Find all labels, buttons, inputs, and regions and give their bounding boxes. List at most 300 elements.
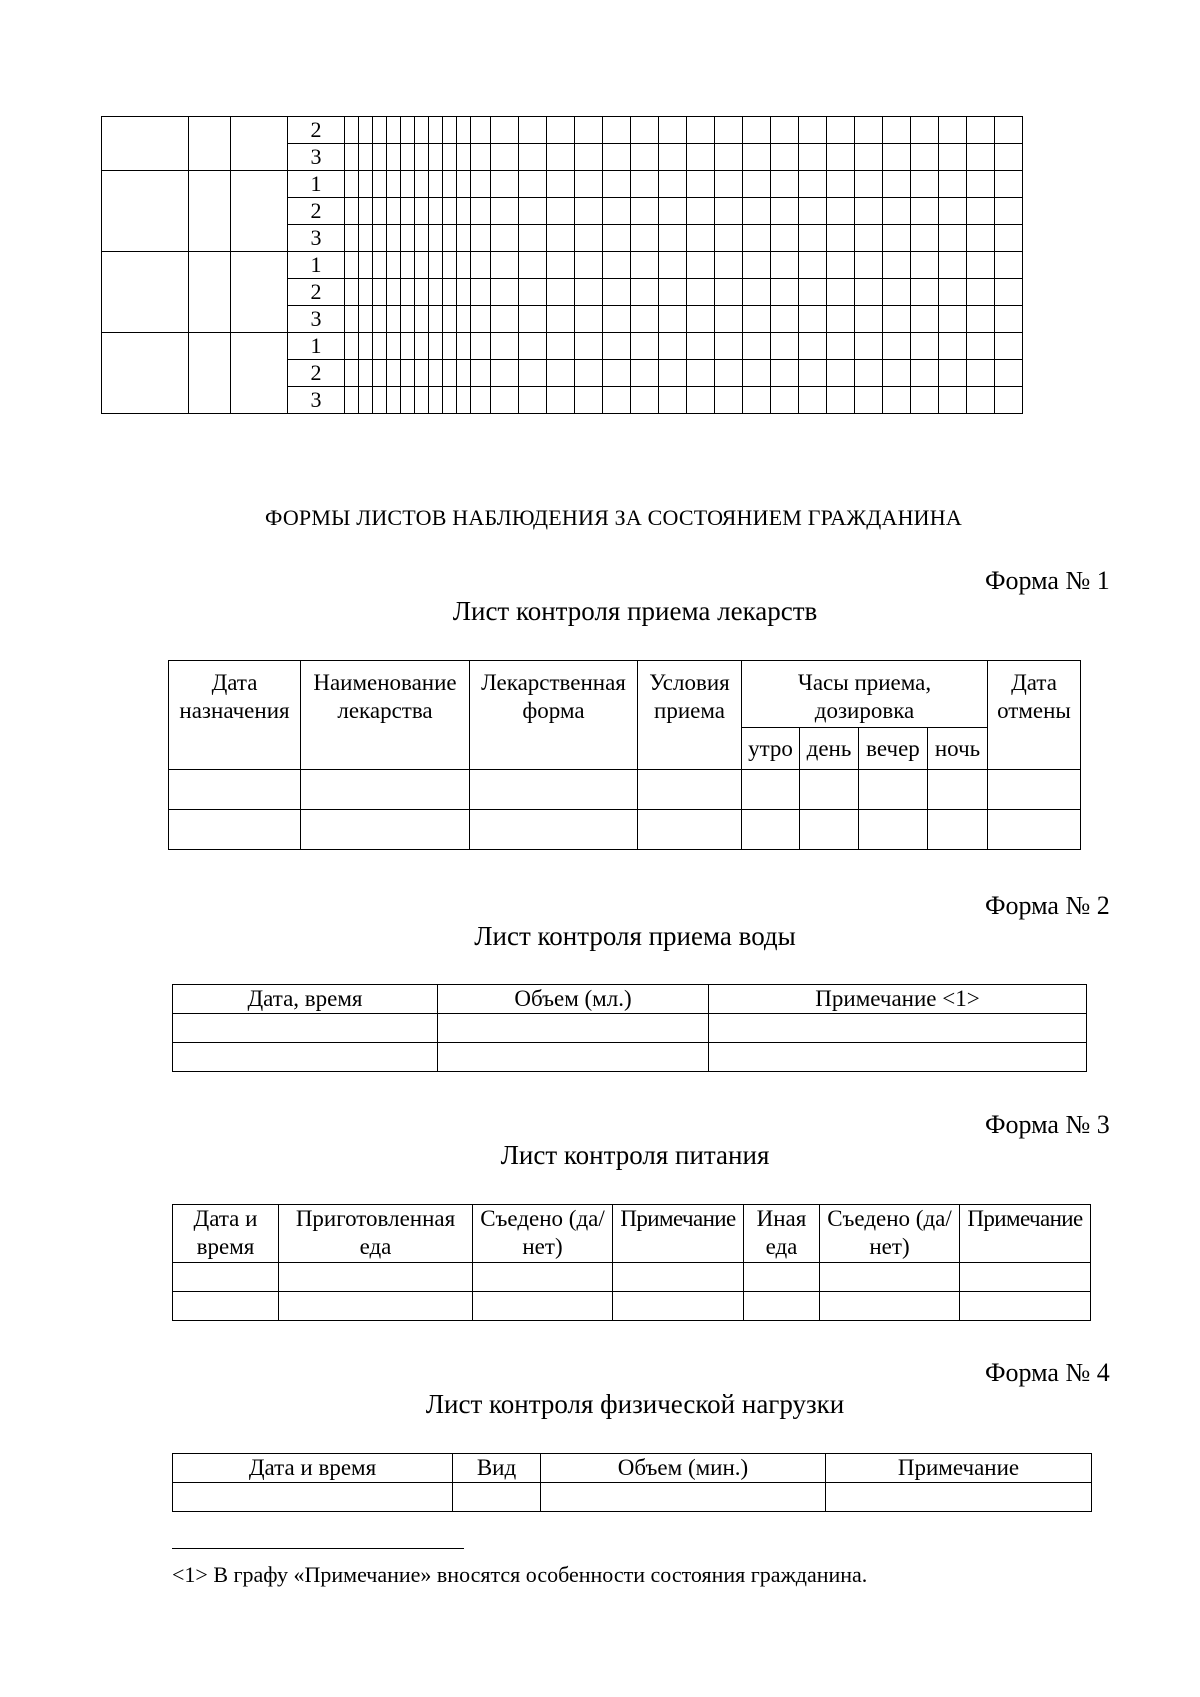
grid-cell (715, 252, 743, 279)
grid-cell (995, 360, 1023, 387)
grid-cell (547, 360, 575, 387)
grid-cell (401, 171, 415, 198)
grid-cell (491, 252, 519, 279)
grid-cell (995, 225, 1023, 252)
grid-cell (939, 306, 967, 333)
grid-group-cell (189, 171, 231, 252)
grid-row-number: 2 (288, 360, 345, 387)
grid-cell (471, 144, 491, 171)
grid-cell (491, 198, 519, 225)
grid-cell (429, 252, 443, 279)
grid-cell (415, 144, 429, 171)
form1-title: Лист контроля приема лекарств (452, 596, 818, 626)
grid-cell (429, 117, 443, 144)
form1-empty-row (169, 770, 1081, 810)
grid-cell (415, 117, 429, 144)
grid-cell (995, 387, 1023, 414)
grid-cell (401, 333, 415, 360)
grid-cell (471, 360, 491, 387)
grid-cell (995, 333, 1023, 360)
grid-cell (387, 360, 401, 387)
grid-cell (415, 306, 429, 333)
grid-cell (631, 387, 659, 414)
grid-cell (939, 225, 967, 252)
grid-cell (771, 252, 799, 279)
grid-cell (967, 225, 995, 252)
grid-cell (659, 225, 687, 252)
grid-cell (373, 171, 387, 198)
grid-cell (443, 225, 457, 252)
grid-cell (911, 252, 939, 279)
grid-cell (715, 198, 743, 225)
form3-empty-row (173, 1263, 1091, 1292)
grid-cell (519, 387, 547, 414)
grid-cell (631, 117, 659, 144)
grid-cell (471, 306, 491, 333)
grid-cell (855, 225, 883, 252)
grid-cell (387, 306, 401, 333)
grid-cell (883, 252, 911, 279)
grid-cell (457, 279, 471, 306)
grid-row-number: 1 (288, 171, 345, 198)
grid-cell (401, 360, 415, 387)
grid-cell (443, 171, 457, 198)
grid-cell (359, 333, 373, 360)
grid-cell (359, 387, 373, 414)
grid-cell (715, 144, 743, 171)
grid-row-number: 3 (288, 225, 345, 252)
grid-cell (771, 225, 799, 252)
grid-cell (603, 279, 631, 306)
form4-empty-row (173, 1483, 1092, 1512)
grid-cell (345, 198, 359, 225)
grid-cell (415, 171, 429, 198)
grid-cell (457, 360, 471, 387)
grid-cell (491, 306, 519, 333)
grid-cell (855, 252, 883, 279)
grid-cell (603, 252, 631, 279)
grid-cell (659, 279, 687, 306)
grid-cell (547, 387, 575, 414)
grid-cell (429, 306, 443, 333)
grid-cell (799, 225, 827, 252)
grid-cell (457, 198, 471, 225)
grid-cell (603, 198, 631, 225)
grid-group-cell (231, 333, 288, 414)
grid-cell (491, 171, 519, 198)
grid-cell (799, 306, 827, 333)
grid-cell (743, 333, 771, 360)
grid-cell (575, 144, 603, 171)
grid-cell (995, 117, 1023, 144)
grid-cell (603, 144, 631, 171)
grid-cell (345, 306, 359, 333)
grid-cell (519, 198, 547, 225)
grid-cell (995, 171, 1023, 198)
grid-cell (715, 360, 743, 387)
form3-table (172, 1204, 1091, 1321)
form2-col-datetime: Дата, время (173, 985, 438, 1014)
form4-title: Лист контроля физической нагрузки (425, 1389, 845, 1419)
grid-cell (855, 333, 883, 360)
grid-row-number: 3 (288, 387, 345, 414)
grid-row-number: 3 (288, 144, 345, 171)
grid-cell (883, 171, 911, 198)
grid-cell (491, 279, 519, 306)
grid-cell (443, 198, 457, 225)
section-heading: ФОРМЫ ЛИСТОВ НАБЛЮДЕНИЯ ЗА СОСТОЯНИЕМ ГРАЖДАНИНА (265, 505, 962, 530)
grid-cell (631, 279, 659, 306)
grid-cell (457, 252, 471, 279)
grid-cell (373, 333, 387, 360)
grid-cell (457, 387, 471, 414)
grid-cell (575, 252, 603, 279)
grid-cell (631, 198, 659, 225)
grid-cell (687, 360, 715, 387)
grid-cell (547, 171, 575, 198)
footnote-separator (172, 1548, 464, 1549)
grid-cell (771, 117, 799, 144)
grid-group-cell (189, 117, 231, 171)
grid-cell (995, 306, 1023, 333)
grid-cell (457, 333, 471, 360)
grid-cell (883, 117, 911, 144)
grid-cell (491, 144, 519, 171)
grid-cell (687, 144, 715, 171)
grid-cell (715, 117, 743, 144)
grid-cell (345, 171, 359, 198)
grid-cell (471, 333, 491, 360)
grid-cell (603, 117, 631, 144)
grid-cell (373, 360, 387, 387)
grid-cell (345, 117, 359, 144)
grid-cell (995, 144, 1023, 171)
grid-cell (575, 171, 603, 198)
grid-cell (659, 306, 687, 333)
grid-cell (401, 387, 415, 414)
grid-row-number: 2 (288, 198, 345, 225)
grid-cell (967, 171, 995, 198)
grid-cell (715, 333, 743, 360)
grid-cell (443, 117, 457, 144)
grid-cell (415, 360, 429, 387)
grid-cell (799, 144, 827, 171)
grid-cell (603, 387, 631, 414)
grid-cell (687, 171, 715, 198)
grid-cell (911, 306, 939, 333)
grid-cell (491, 360, 519, 387)
grid-cell (659, 387, 687, 414)
grid-cell (359, 171, 373, 198)
form3-col-note-other: Примечание (960, 1205, 1091, 1263)
grid-cell (855, 279, 883, 306)
grid-cell (345, 144, 359, 171)
grid-cell (373, 225, 387, 252)
grid-cell (471, 198, 491, 225)
grid-cell (547, 306, 575, 333)
grid-cell (631, 144, 659, 171)
grid-cell (967, 144, 995, 171)
grid-cell (401, 279, 415, 306)
grid-cell (743, 198, 771, 225)
grid-cell (387, 333, 401, 360)
form4-col-kind: Вид (453, 1454, 541, 1483)
grid-cell (995, 198, 1023, 225)
grid-cell (687, 252, 715, 279)
grid-group-cell (102, 333, 189, 414)
form1-col-hours-text: Часы приема, дозировка (797, 670, 932, 723)
form1-sub-day: день (800, 728, 859, 770)
grid-cell (771, 360, 799, 387)
grid-cell (827, 252, 855, 279)
grid-cell (359, 279, 373, 306)
form2-title: Лист контроля приема воды (474, 921, 796, 951)
grid-cell (373, 306, 387, 333)
grid-cell (771, 333, 799, 360)
grid-cell (827, 387, 855, 414)
grid-cell (471, 225, 491, 252)
grid-cell (443, 144, 457, 171)
grid-group-cell (102, 171, 189, 252)
form1-sub-evening: вечер (859, 728, 928, 770)
grid-row-number: 3 (288, 306, 345, 333)
grid-cell (771, 387, 799, 414)
grid-cell (471, 171, 491, 198)
grid-cell (631, 252, 659, 279)
grid-cell (855, 144, 883, 171)
grid-cell (345, 387, 359, 414)
grid-cell (659, 198, 687, 225)
grid-cell (911, 171, 939, 198)
grid-cell (967, 198, 995, 225)
grid-cell (519, 360, 547, 387)
grid-cell (373, 117, 387, 144)
grid-row (102, 171, 1023, 198)
form2-table (172, 984, 1087, 1072)
form1-col-conditions: Условия приема (638, 661, 742, 770)
grid-cell (575, 306, 603, 333)
grid-cell (827, 171, 855, 198)
grid-cell (575, 225, 603, 252)
grid-cell (799, 387, 827, 414)
grid-cell (401, 117, 415, 144)
form3-empty-row (173, 1292, 1091, 1321)
grid-cell (387, 252, 401, 279)
grid-cell (659, 144, 687, 171)
grid-cell (743, 225, 771, 252)
grid-cell (443, 306, 457, 333)
grid-cell (519, 279, 547, 306)
grid-cell (443, 360, 457, 387)
grid-cell (939, 279, 967, 306)
form1-col-name: Наименование лекарства (301, 661, 470, 770)
grid-cell (429, 144, 443, 171)
form3-col-note: Примечание (613, 1205, 744, 1263)
grid-cell (457, 306, 471, 333)
grid-group-cell (231, 117, 288, 171)
grid-cell (471, 387, 491, 414)
form1-empty-row (169, 810, 1081, 850)
grid-cell (415, 198, 429, 225)
grid-cell (995, 252, 1023, 279)
grid-cell (659, 117, 687, 144)
grid-group-cell (189, 333, 231, 414)
grid-cell (575, 279, 603, 306)
grid-cell (827, 360, 855, 387)
form3-col-datetime: Дата и время (173, 1205, 279, 1263)
grid-cell (687, 333, 715, 360)
grid-row-number: 1 (288, 333, 345, 360)
grid-cell (771, 198, 799, 225)
grid-cell (687, 117, 715, 144)
grid-row (102, 333, 1023, 360)
grid-row-number: 2 (288, 279, 345, 306)
grid-cell (911, 117, 939, 144)
grid-cell (911, 333, 939, 360)
grid-cell (743, 387, 771, 414)
grid-cell (883, 198, 911, 225)
grid-cell (415, 387, 429, 414)
grid-cell (827, 306, 855, 333)
grid-cell (547, 279, 575, 306)
grid-cell (359, 225, 373, 252)
grid-cell (547, 252, 575, 279)
grid-cell (911, 279, 939, 306)
grid-cell (883, 144, 911, 171)
grid-cell (687, 225, 715, 252)
grid-cell (827, 333, 855, 360)
grid-cell (771, 306, 799, 333)
grid-row (102, 252, 1023, 279)
form1-table (168, 660, 1081, 850)
grid-cell (429, 171, 443, 198)
grid-cell (911, 225, 939, 252)
grid-cell (575, 387, 603, 414)
grid-cell (519, 117, 547, 144)
grid-cell (715, 279, 743, 306)
grid-group-cell (102, 252, 189, 333)
form2-empty-row (173, 1043, 1087, 1072)
grid-cell (359, 306, 373, 333)
grid-cell (855, 198, 883, 225)
grid-cell (743, 306, 771, 333)
grid-cell (359, 117, 373, 144)
grid-cell (743, 117, 771, 144)
grid-cell (771, 279, 799, 306)
grid-cell (519, 144, 547, 171)
grid-cell (603, 306, 631, 333)
grid-cell (967, 333, 995, 360)
grid-cell (659, 252, 687, 279)
grid-cell (995, 279, 1023, 306)
grid-cell (471, 252, 491, 279)
grid-cell (939, 387, 967, 414)
grid-cell (827, 198, 855, 225)
grid-cell (575, 360, 603, 387)
grid-cell (799, 117, 827, 144)
grid-cell (415, 279, 429, 306)
grid-cell (457, 225, 471, 252)
grid-cell (603, 171, 631, 198)
grid-cell (491, 117, 519, 144)
grid-cell (743, 279, 771, 306)
grid-cell (387, 144, 401, 171)
form3-col-cooked: Приготовленная еда (279, 1205, 473, 1263)
grid-cell (387, 171, 401, 198)
grid-cell (799, 198, 827, 225)
grid-cell (743, 252, 771, 279)
grid-cell (373, 279, 387, 306)
grid-cell (359, 252, 373, 279)
form3-col-eaten-other: Съедено (да/нет) (820, 1205, 960, 1263)
grid-cell (883, 387, 911, 414)
grid-cell (911, 360, 939, 387)
form4-table (172, 1453, 1092, 1512)
form1-sub-morning: утро (742, 728, 800, 770)
grid-cell (659, 333, 687, 360)
grid-cell (429, 225, 443, 252)
grid-cell (939, 117, 967, 144)
grid-cell (603, 225, 631, 252)
grid-cell (715, 171, 743, 198)
grid-cell (967, 387, 995, 414)
grid-cell (603, 360, 631, 387)
grid-cell (967, 360, 995, 387)
form4-number: Форма № 4 (985, 1358, 1110, 1387)
grid-cell (401, 198, 415, 225)
grid-cell (429, 360, 443, 387)
grid-cell (373, 387, 387, 414)
grid-cell (855, 306, 883, 333)
grid-cell (631, 225, 659, 252)
grid-cell (883, 306, 911, 333)
form2-col-volume: Объем (мл.) (438, 985, 709, 1014)
grid-cell (631, 171, 659, 198)
grid-cell (429, 333, 443, 360)
form4-col-volume: Объем (мин.) (541, 1454, 826, 1483)
grid-cell (519, 171, 547, 198)
grid-cell (939, 171, 967, 198)
grid-cell (967, 306, 995, 333)
grid-group-cell (231, 252, 288, 333)
grid-cell (799, 171, 827, 198)
grid-cell (827, 117, 855, 144)
grid-cell (743, 144, 771, 171)
grid-cell (415, 333, 429, 360)
grid-cell (387, 225, 401, 252)
grid-cell (911, 144, 939, 171)
grid-cell (373, 252, 387, 279)
form1-col-form: Лекарственная форма (470, 661, 638, 770)
grid-cell (359, 144, 373, 171)
grid-cell (547, 198, 575, 225)
grid-group-cell (102, 117, 189, 171)
grid-cell (401, 144, 415, 171)
grid-cell (631, 333, 659, 360)
footnote-text: <1> В графу «Примечание» вносятся особенности состояния гражданина. (172, 1562, 868, 1587)
grid-cell (345, 333, 359, 360)
grid-cell (715, 387, 743, 414)
grid-cell (387, 117, 401, 144)
grid-cell (387, 198, 401, 225)
grid-cell (401, 306, 415, 333)
grid-cell (883, 333, 911, 360)
grid-cell (401, 252, 415, 279)
form2-empty-row (173, 1014, 1087, 1043)
grid-cell (359, 198, 373, 225)
grid-cell (443, 252, 457, 279)
observation-grid-table (101, 116, 1023, 414)
